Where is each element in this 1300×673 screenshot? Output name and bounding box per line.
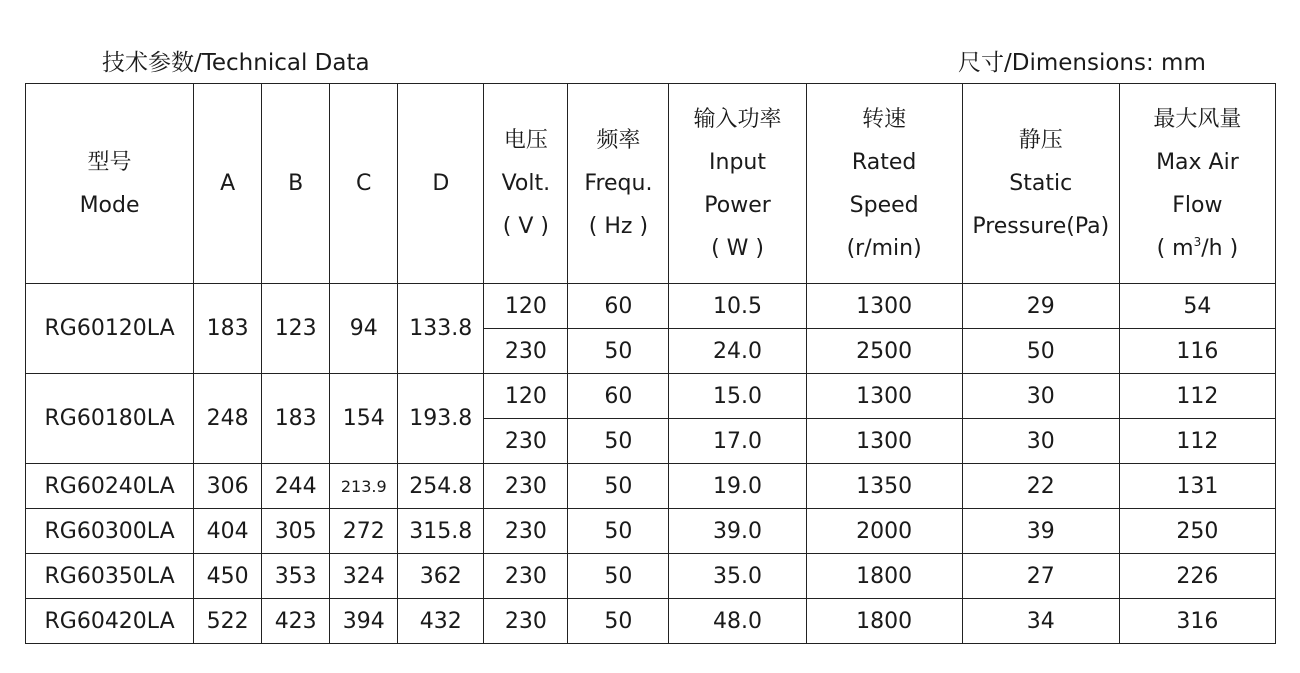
- header-power-en2: Power: [704, 192, 771, 218]
- header-model: [26, 84, 194, 284]
- header-airflow: [1119, 84, 1275, 284]
- pressure-cell: 29: [962, 284, 1119, 329]
- speed-cell: 1350: [806, 464, 962, 509]
- frequency-cell: 50: [568, 599, 669, 644]
- header-frequency: [568, 84, 669, 284]
- table-row: [26, 284, 1276, 329]
- dim-d-cell: 432: [398, 599, 484, 644]
- model-cell: RG60420LA: [26, 599, 194, 644]
- dim-b-cell: 423: [262, 599, 330, 644]
- pressure-cell: 30: [962, 419, 1119, 464]
- dim-c-cell: 213.9: [330, 464, 398, 509]
- header-voltage-en: Volt.: [501, 171, 551, 196]
- table-row: [26, 509, 1276, 554]
- model-cell: RG60240LA: [26, 464, 194, 509]
- header-power: [669, 84, 806, 284]
- power-cell: 17.0: [669, 419, 806, 464]
- header-frequency-en: Frequ.: [584, 171, 653, 196]
- power-cell: 19.0: [669, 464, 806, 509]
- speed-cell: 1800: [806, 554, 962, 599]
- header-speed-en2: Speed: [849, 192, 919, 218]
- power-cell: 35.0: [669, 554, 806, 599]
- header-c: C: [330, 84, 398, 284]
- model-cell: RG60350LA: [26, 554, 194, 599]
- voltage-cell: 230: [484, 419, 568, 464]
- header-airflow-en1: Max Air: [1156, 149, 1239, 175]
- header-airflow-en2: Flow: [1172, 192, 1223, 218]
- voltage-cell: 230: [484, 329, 568, 374]
- technical-data-caption: 技术参数/Technical Data: [102, 50, 370, 76]
- dim-a-cell: 306: [194, 464, 262, 509]
- airflow-unit-post: /h ): [1201, 235, 1239, 261]
- dim-c-cell: 94: [330, 284, 398, 374]
- frequency-cell: 50: [568, 554, 669, 599]
- dim-d-cell: 193.8: [398, 374, 484, 464]
- voltage-cell: 120: [484, 284, 568, 329]
- header-power-cn: 输入功率: [693, 106, 782, 132]
- pressure-cell: 50: [962, 329, 1119, 374]
- voltage-cell: 230: [484, 554, 568, 599]
- table-row: [26, 599, 1276, 644]
- pressure-cell: 22: [962, 464, 1119, 509]
- header-speed-cn: 转速: [862, 106, 907, 132]
- dim-a-cell: 450: [194, 554, 262, 599]
- airflow-cell: 250: [1119, 509, 1275, 554]
- dim-a-cell: 522: [194, 599, 262, 644]
- speed-cell: 2500: [806, 329, 962, 374]
- header-b: B: [262, 84, 330, 284]
- airflow-cell: 316: [1119, 599, 1275, 644]
- header-d: D: [398, 84, 484, 284]
- airflow-cell: 112: [1119, 419, 1275, 464]
- header-voltage-unit: ( V ): [502, 214, 549, 239]
- header-speed-unit: (r/min): [846, 235, 922, 261]
- header-model-en: Mode: [79, 192, 140, 218]
- dim-d-cell: 362: [398, 554, 484, 599]
- speed-cell: 2000: [806, 509, 962, 554]
- speed-cell: 1800: [806, 599, 962, 644]
- pressure-cell: 30: [962, 374, 1119, 419]
- power-cell: 48.0: [669, 599, 806, 644]
- frequency-cell: 60: [568, 374, 669, 419]
- power-cell: 39.0: [669, 509, 806, 554]
- voltage-cell: 230: [484, 509, 568, 554]
- airflow-cell: 112: [1119, 374, 1275, 419]
- header-pressure-en1: Static: [1009, 171, 1073, 196]
- dim-c-cell: 324: [330, 554, 398, 599]
- table-row: [26, 554, 1276, 599]
- airflow-cell: 226: [1119, 554, 1275, 599]
- table-row: [26, 464, 1276, 509]
- dim-d-cell: 315.8: [398, 509, 484, 554]
- voltage-cell: 230: [484, 599, 568, 644]
- frequency-cell: 50: [568, 464, 669, 509]
- dim-d-cell: 254.8: [398, 464, 484, 509]
- power-cell: 15.0: [669, 374, 806, 419]
- frequency-cell: 50: [568, 419, 669, 464]
- dim-d-cell: 133.8: [398, 284, 484, 374]
- voltage-cell: 120: [484, 374, 568, 419]
- header-frequency-unit: ( Hz ): [588, 214, 649, 239]
- dim-b-cell: 244: [262, 464, 330, 509]
- header-pressure-en2: Pressure(Pa): [972, 214, 1110, 239]
- header-airflow-cn: 最大风量: [1153, 106, 1242, 132]
- header-voltage-cn: 电压: [503, 128, 548, 153]
- header-airflow-unit: [1120, 227, 1275, 270]
- dim-a-cell: 248: [194, 374, 262, 464]
- header-speed-en1: Rated: [851, 149, 917, 175]
- dim-c-cell: 394: [330, 599, 398, 644]
- speed-cell: 1300: [806, 419, 962, 464]
- speed-cell: 1300: [806, 374, 962, 419]
- header-a: A: [194, 84, 262, 284]
- header-speed: [806, 84, 962, 284]
- dim-b-cell: 353: [262, 554, 330, 599]
- dim-b-cell: 183: [262, 374, 330, 464]
- header-frequency-cn: 频率: [596, 128, 641, 153]
- header-pressure-cn: 静压: [1018, 128, 1063, 153]
- pressure-cell: 27: [962, 554, 1119, 599]
- frequency-cell: 60: [568, 284, 669, 329]
- dim-c-cell: 154: [330, 374, 398, 464]
- header-model-cn: 型号: [87, 149, 132, 175]
- power-cell: 10.5: [669, 284, 806, 329]
- header-pressure: [962, 84, 1119, 284]
- dimensions-caption: 尺寸/Dimensions: mm: [958, 50, 1206, 76]
- model-cell: RG60180LA: [26, 374, 194, 464]
- dim-b-cell: 305: [262, 509, 330, 554]
- frequency-cell: 50: [568, 509, 669, 554]
- table-row: [26, 374, 1276, 419]
- header-power-en1: Input: [709, 149, 766, 175]
- pressure-cell: 34: [962, 599, 1119, 644]
- header-row: [26, 84, 1276, 284]
- dim-a-cell: 183: [194, 284, 262, 374]
- model-cell: RG60300LA: [26, 509, 194, 554]
- dim-b-cell: 123: [262, 284, 330, 374]
- airflow-unit-pre: ( m: [1156, 235, 1194, 261]
- dim-a-cell: 404: [194, 509, 262, 554]
- airflow-cell: 116: [1119, 329, 1275, 374]
- pressure-cell: 39: [962, 509, 1119, 554]
- power-cell: 24.0: [669, 329, 806, 374]
- voltage-cell: 230: [484, 464, 568, 509]
- header-voltage: [484, 84, 568, 284]
- airflow-cell: 54: [1119, 284, 1275, 329]
- frequency-cell: 50: [568, 329, 669, 374]
- dim-c-cell: 272: [330, 509, 398, 554]
- model-cell: RG60120LA: [26, 284, 194, 374]
- technical-data-table: [25, 83, 1276, 644]
- header-power-unit: ( W ): [711, 235, 764, 261]
- airflow-cell: 131: [1119, 464, 1275, 509]
- speed-cell: 1300: [806, 284, 962, 329]
- airflow-unit-sup: 3: [1193, 234, 1202, 249]
